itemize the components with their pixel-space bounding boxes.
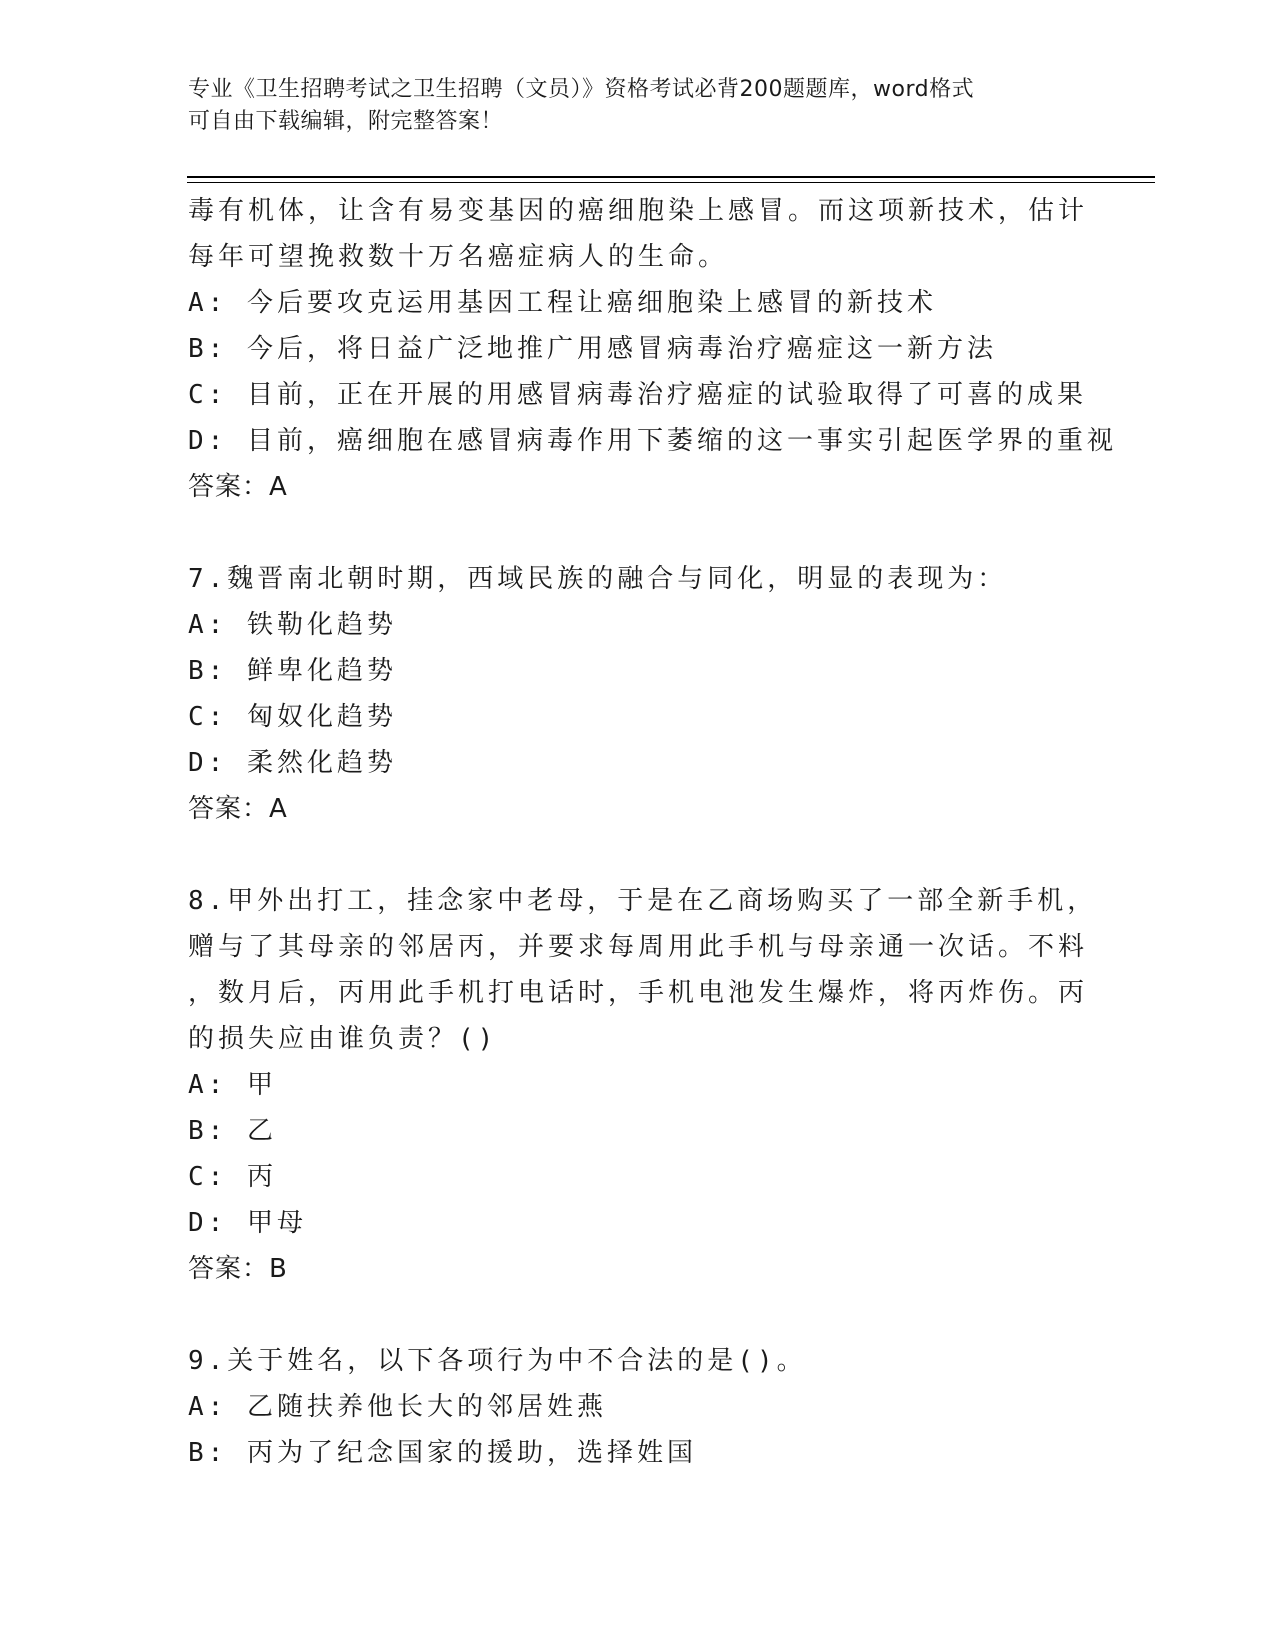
- option-b: B: 乙: [188, 1116, 277, 1146]
- question-7: [188, 556, 1148, 832]
- question-8: [188, 878, 1148, 1292]
- option-d: D: 甲母: [188, 1208, 307, 1238]
- header-line-2: 可自由下载编辑，附完整答案！: [188, 109, 504, 134]
- question-gap: [188, 510, 1148, 556]
- header-line-1: 专业《卫生招聘考试之卫生招聘（文员）》资格考试必背200题题库，word格式: [188, 77, 975, 102]
- question-9: [188, 1338, 1148, 1476]
- question-text-line: 赠与了其母亲的邻居丙，并要求每周用此手机与母亲通一次话。不料: [188, 932, 1089, 962]
- question-text-line: 毒有机体，让含有易变基因的癌细胞染上感冒。而这项新技术，估计: [188, 196, 1089, 226]
- option-c: C: 丙: [188, 1162, 277, 1192]
- question-text-line: ，数月后，丙用此手机打电话时，手机电池发生爆炸，将丙炸伤。丙: [188, 978, 1089, 1008]
- option-c: C: 匈奴化趋势: [188, 702, 397, 732]
- question-content: [188, 188, 1148, 1476]
- header-rule-thick: [187, 176, 1155, 178]
- question-text-line: 8.甲外出打工，挂念家中老母，于是在乙商场购买了一部全新手机，: [188, 886, 1098, 916]
- option-a: A: 铁勒化趋势: [188, 610, 397, 640]
- option-b: B: 今后，将日益广泛地推广用感冒病毒治疗癌症这一新方法: [188, 334, 997, 364]
- option-a: A: 甲: [188, 1070, 277, 1100]
- option-b: B: 丙为了纪念国家的援助，选择姓国: [188, 1438, 697, 1468]
- document-header: [188, 74, 1088, 138]
- question-gap: [188, 1292, 1148, 1338]
- option-d: D: 柔然化趋势: [188, 748, 397, 778]
- header-rule-thin: [187, 182, 1155, 183]
- question-text-line: 每年可望挽救数十万名癌症病人的生命。: [188, 242, 729, 272]
- option-c: C: 目前，正在开展的用感冒病毒治疗癌症的试验取得了可喜的成果: [188, 380, 1087, 410]
- option-a: A: 乙随扶养他长大的邻居姓燕: [188, 1392, 607, 1422]
- question-text-line: 9.关于姓名，以下各项行为中不合法的是()。: [188, 1346, 807, 1376]
- answer-label: 答案：A: [188, 472, 288, 502]
- answer-label: 答案：B: [188, 1254, 288, 1284]
- question-text-line: 的损失应由谁负责？(): [188, 1024, 498, 1054]
- question-text-line: 7.魏晋南北朝时期，西域民族的融合与同化，明显的表现为：: [188, 564, 1008, 594]
- continued-question: [188, 188, 1148, 510]
- question-gap: [188, 832, 1148, 878]
- option-a: A: 今后要攻克运用基因工程让癌细胞染上感冒的新技术: [188, 288, 937, 318]
- option-d: D: 目前，癌细胞在感冒病毒作用下萎缩的这一事实引起医学界的重视: [188, 426, 1117, 456]
- option-b: B: 鲜卑化趋势: [188, 656, 397, 686]
- answer-label: 答案：A: [188, 794, 288, 824]
